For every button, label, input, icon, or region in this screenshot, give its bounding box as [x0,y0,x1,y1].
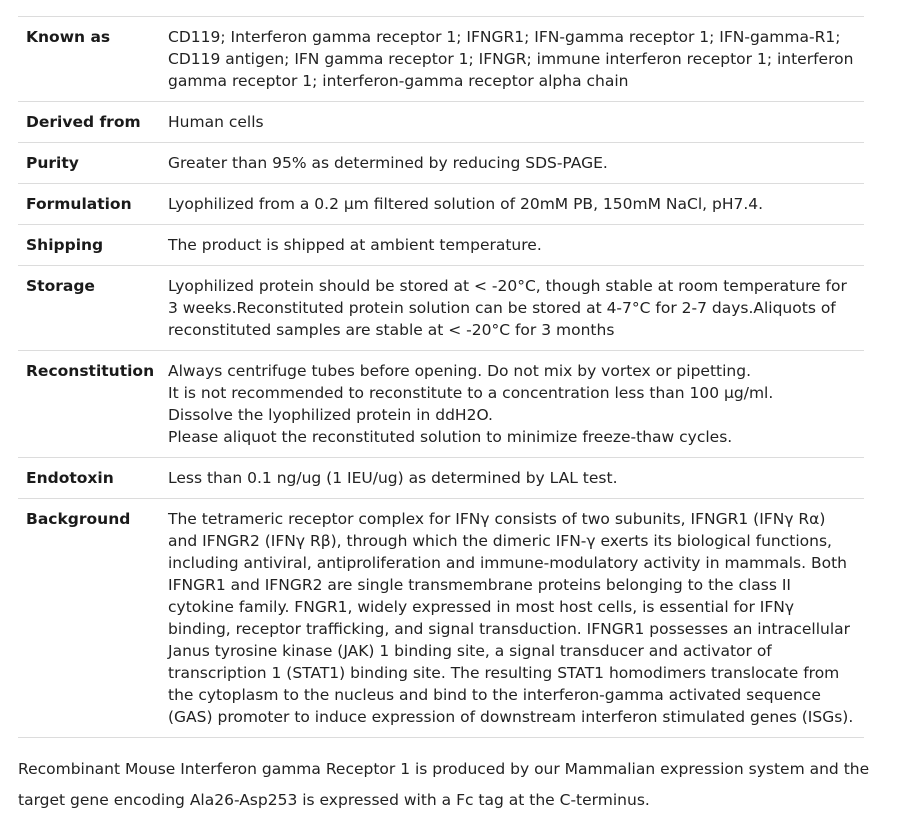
spec-label: Storage [26,277,95,295]
spec-row-shipping [18,225,864,266]
spec-row-endotoxin [18,458,864,499]
spec-value [168,111,864,133]
spec-value-line: It is not recommended to reconstitute to a concentration less than 100 μg/ml. [168,384,774,402]
spec-value [168,360,864,448]
spec-label: Shipping [26,236,104,254]
spec-value [168,26,864,92]
spec-row-purity [18,143,864,184]
spec-value [168,193,864,215]
spec-label: Purity [26,154,79,172]
spec-row-background [18,499,864,738]
spec-value-line: Lyophilized protein should be stored at < -20°C, though stable at room temperature for 3 weeks.Reconstituted protein solution can be stored at 4-7°C for 2-7 days.Aliquots of reconstituted samples are stable at < -20°C for 3 months [168,277,847,339]
spec-value [168,234,864,256]
spec-value-line: CD119; Interferon gamma receptor 1; IFNGR1; IFN-gamma receptor 1; IFN-gamma-R1; CD119 antigen; IFN gamma receptor 1; IFNGR; immune interferon receptor 1; interferon gamma receptor 1; interferon-gamma receptor alpha chain [168,28,854,90]
spec-label: Endotoxin [26,469,114,487]
spec-value-line: Please aliquot the reconstituted solution to minimize freeze-thaw cycles. [168,428,733,446]
spec-value [168,508,864,728]
product-description: Recombinant Mouse Interferon gamma Receptor 1 is produced by our Mammalian expression system and the target gene encoding Ala26-Asp253 is expressed with a Fc tag at the C-terminus. [18,759,870,809]
spec-value-line: The tetrameric receptor complex for IFNγ consists of two subunits, IFNGR1 (IFNγ Rα) and IFNGR2 (IFNγ Rβ), through which the dimeric IFN-γ exerts its biological functions, including antiviral, antiproliferation and immune-modulatory activity in mammals. Both IFNGR1 and IFNGR2 are single transmembrane proteins belonging to the class II cytokine family. FNGR1, widely expressed in most host cells, is essential for IFNγ binding, receptor trafficking, and signal transduction. IFNGR1 possesses an intracellular Janus tyrosine kinase (JAK) 1 binding site, a signal transducer and activator of transcription 1 (STAT1) binding site. The resulting STAT1 homodimers translocate from the cytoplasm to the nucleus and bind to the interferon-gamma activated sequence (GAS) promoter to induce expression of downstream interferon stimulated genes (ISGs). [168,510,854,726]
spec-value-line: Human cells [168,113,264,131]
product-spec-table [18,16,864,738]
spec-row-formulation [18,184,864,225]
spec-value-line: Lyophilized from a 0.2 μm filtered solution of 20mM PB, 150mM NaCl, pH7.4. [168,195,764,213]
spec-label: Formulation [26,195,132,213]
spec-value [168,275,864,341]
spec-value [168,152,864,174]
spec-label: Derived from [26,113,141,131]
spec-value-line: Greater than 95% as determined by reducing SDS-PAGE. [168,154,608,172]
spec-value-line: The product is shipped at ambient temperature. [168,236,542,254]
spec-label: Known as [26,28,111,46]
spec-value [168,467,864,489]
spec-label: Background [26,510,131,528]
spec-value-line: Always centrifuge tubes before opening. Do not mix by vortex or pipetting. [168,362,751,380]
spec-row-reconstitution [18,351,864,458]
spec-value-line: Less than 0.1 ng/ug (1 IEU/ug) as determined by LAL test. [168,469,618,487]
spec-label: Reconstitution [26,362,155,380]
spec-row-derived-from [18,102,864,143]
spec-row-known-as [18,17,864,102]
spec-row-storage [18,266,864,351]
spec-value-line: Dissolve the lyophilized protein in ddH2O. [168,406,493,424]
